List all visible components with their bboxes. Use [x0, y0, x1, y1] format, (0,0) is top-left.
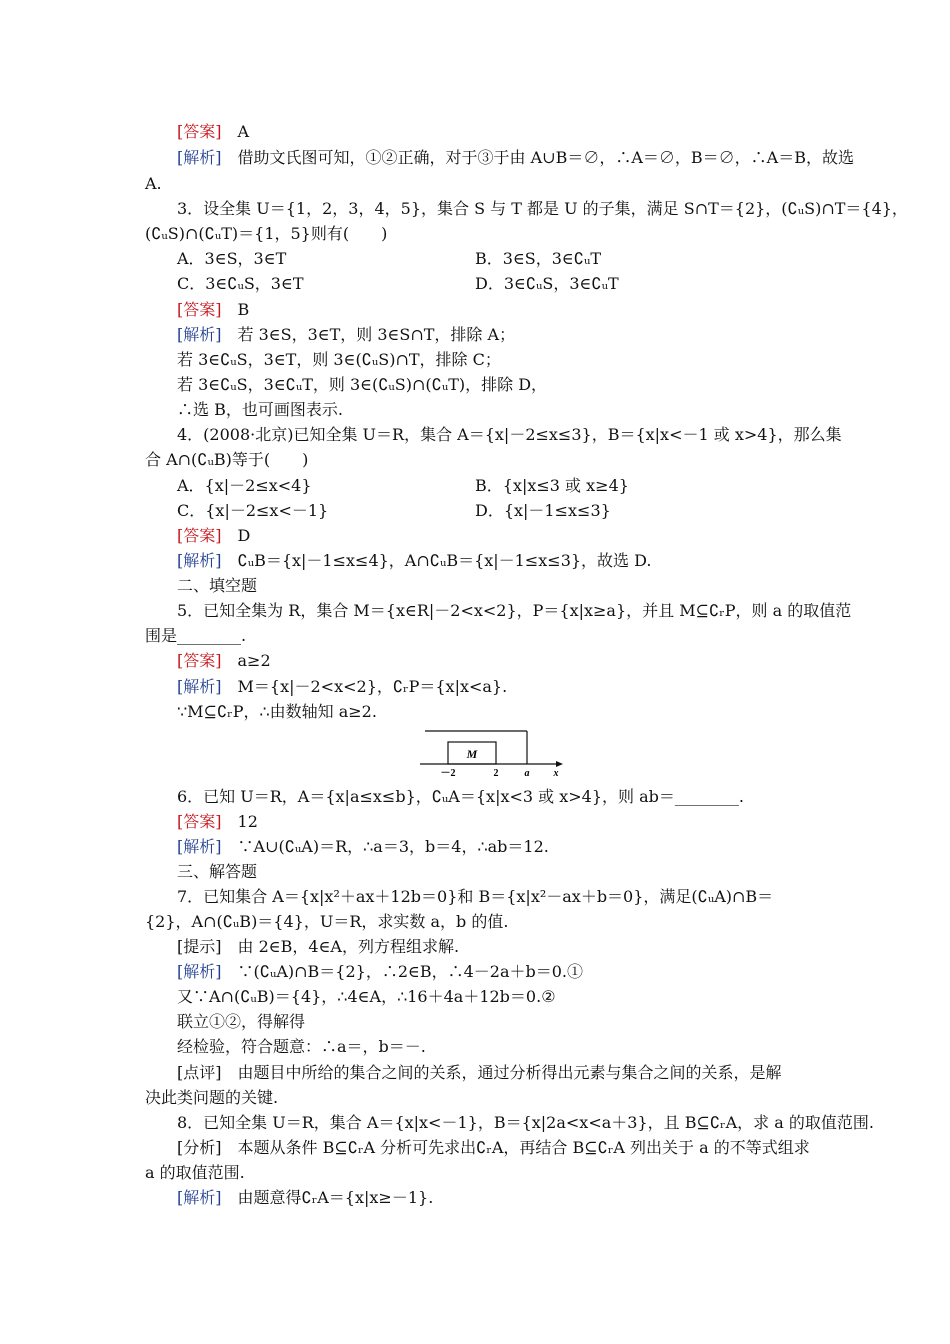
- analysis-tag: [解析]: [177, 1188, 222, 1207]
- axis-label-x: x: [553, 768, 559, 778]
- option-b: B．{x|x≤3 或 x≥4}: [475, 476, 629, 495]
- axis-arrow: [556, 761, 563, 767]
- option-d: D．3∈∁ᵤS，3∈∁ᵤT: [475, 274, 619, 293]
- question-4-options-cd: [177, 500, 842, 522]
- analysis-tag: [解析]: [177, 325, 222, 344]
- analysis-tag: [解析]: [177, 148, 222, 167]
- analysis-7-line-2: 又∵A∩(∁ᵤB)＝{4}，∴4∈A，∴16＋4a＋12b＝0.②: [177, 987, 556, 1006]
- analysis-tag: [解析]: [177, 837, 222, 856]
- answer-line-3: [答案] B: [177, 300, 250, 319]
- analysis-intro-line-8: [分析] 本题从条件 B⊆∁ᵣA 分析可先求出∁ᵣA，再结合 B⊆∁ᵣA 列出关于 a 的不等式组求: [177, 1138, 810, 1157]
- question-4-stem: 4．(2008·北京)已知全集 U＝R，集合 A＝{x|－2≤x≤3}，B＝{x|x<－1 或 x>4}，那么集: [177, 425, 842, 444]
- analysis-intro-tag: [分析]: [177, 1138, 222, 1157]
- option-c: C．{x|－2≤x<－1}: [177, 501, 329, 520]
- comment-7-line-2: 决此类问题的关键.: [145, 1088, 279, 1107]
- analysis-5-line-2: ∵M⊆∁ᵣP，∴由数轴知 a≥2.: [177, 702, 377, 721]
- analysis-line-2-cont: A.: [145, 174, 162, 193]
- answer-tag: [答案]: [177, 651, 222, 670]
- question-6-stem: 6．已知 U＝R，A＝{x|a≤x≤b}，∁ᵤA＝{x|x<3 或 x>4}，则 ab＝________.: [177, 787, 744, 806]
- answer-tag: [答案]: [177, 812, 222, 831]
- analysis-intro-8-line-2: a 的取值范围.: [145, 1163, 245, 1182]
- analysis-line-6: [解析] ∵A∪(∁ᵤA)＝R，∴a＝3，b＝4，∴ab＝12.: [177, 837, 549, 856]
- tick-label-a: a: [524, 768, 530, 778]
- hint-line-7: [提示] 由 2∈B，4∈A，列方程组求解.: [177, 937, 460, 956]
- analysis-tag: [解析]: [177, 962, 222, 981]
- answer-tag: [答案]: [177, 300, 222, 319]
- analysis-tag: [解析]: [177, 677, 222, 696]
- option-d: D．{x|－1≤x≤3}: [475, 501, 611, 520]
- section-heading-solve: 三、解答题: [177, 862, 258, 881]
- answer-tag: [答案]: [177, 122, 222, 141]
- hint-tag: [提示]: [177, 937, 222, 956]
- answer-line-5: [答案] a≥2: [177, 651, 271, 670]
- analysis-line-7: [解析] ∵(∁ᵤA)∩B＝{2}，∴2∈B，∴4－2a＋b＝0.①: [177, 962, 584, 981]
- option-b: B．3∈S，3∈∁ᵤT: [475, 249, 602, 268]
- question-3-stem-cont: (∁ᵤS)∩(∁ᵤT)＝{1，5}则有( ): [145, 224, 388, 243]
- question-4-options-ab: [177, 475, 842, 497]
- analysis-7-line-4: 经检验，符合题意：∴a＝，b＝－.: [177, 1037, 426, 1056]
- question-5-stem: 5．已知全集为 R，集合 M＝{x∈R|－2<x<2}，P＝{x|x≥a}，并且 M⊆∁ᵣP，则 a 的取值范: [177, 601, 852, 620]
- answer-tag: [答案]: [177, 526, 222, 545]
- question-7-stem: 7．已知集合 A＝{x|x²＋ax＋12b＝0}和 B＝{x|x²－ax＋b＝0}，满足(∁ᵤA)∩B＝: [177, 887, 774, 906]
- analysis-line-3: [解析] 若 3∈S，3∈T，则 3∈S∩T，排除 A；: [177, 325, 516, 344]
- analysis-line-2: [解析] 借助文氏图可知，①②正确，对于③于由 A∪B＝∅，∴A＝∅，B＝∅，∴A＝B，故选: [177, 148, 854, 167]
- tick-label-2: 2: [493, 768, 499, 778]
- option-c: C．3∈∁ᵤS，3∈T: [177, 274, 304, 293]
- question-3-options-ab: [177, 248, 842, 270]
- comment-line-7: [点评] 由题目中所给的集合之间的关系，通过分析得出元素与集合之间的关系，是解: [177, 1063, 782, 1082]
- section-heading-fill: 二、填空题: [177, 576, 258, 595]
- tick-label-neg2: －2: [440, 768, 456, 778]
- question-3-stem: 3．设全集 U＝{1，2，3，4，5}，集合 S 与 T 都是 U 的子集，满足 S∩T＝{2}，(∁ᵤS)∩T＝{4}，: [177, 199, 908, 218]
- analysis-3-line-4: ∴选 B，也可画图表示.: [177, 400, 343, 419]
- option-a: A．{x|－2≤x<4}: [177, 476, 312, 495]
- question-5-stem-cont: 围是________.: [145, 626, 247, 645]
- answer-line-6: [答案] 12: [177, 812, 258, 831]
- answer-line-4: [答案] D: [177, 526, 251, 545]
- analysis-7-line-3: 联立①②，得解得: [177, 1012, 306, 1031]
- analysis-line-5: [解析] M＝{x|－2<x<2}，∁ᵣP＝{x|x<a}.: [177, 677, 508, 696]
- analysis-tag: [解析]: [177, 551, 222, 570]
- question-4-stem-cont: 合 A∩(∁ᵤB)等于( ): [145, 450, 309, 469]
- question-7-stem-cont: {2}，A∩(∁ᵤB)＝{4}，U＝R，求实数 a，b 的值.: [145, 912, 509, 931]
- analysis-3-line-2: 若 3∈∁ᵤS，3∈T，则 3∈(∁ᵤS)∩T，排除 C；: [177, 350, 501, 369]
- answer-line-2: [答案] A: [177, 122, 250, 141]
- set-m-label: M: [466, 747, 478, 761]
- analysis-3-line-3: 若 3∈∁ᵤS，3∈∁ᵤT，则 3∈(∁ᵤS)∩(∁ᵤT)，排除 D，: [177, 375, 548, 394]
- comment-tag: [点评]: [177, 1063, 222, 1082]
- question-3-options-cd: [177, 273, 842, 295]
- question-8-stem: 8．已知全集 U＝R，集合 A＝{x|x<－1}，B＝{x|2a<x<a＋3}，且 B⊆∁ᵣA，求 a 的取值范围.: [177, 1113, 874, 1132]
- option-a: A．3∈S，3∈T: [177, 249, 287, 268]
- number-line-figure: [420, 728, 570, 778]
- analysis-line-8: [解析] 由题意得∁ᵣA＝{x|x≥－1}.: [177, 1188, 434, 1207]
- analysis-line-4: [解析] ∁ᵤB＝{x|－1≤x≤4}，A∩∁ᵤB＝{x|－1≤x≤3}，故选 D.: [177, 551, 652, 570]
